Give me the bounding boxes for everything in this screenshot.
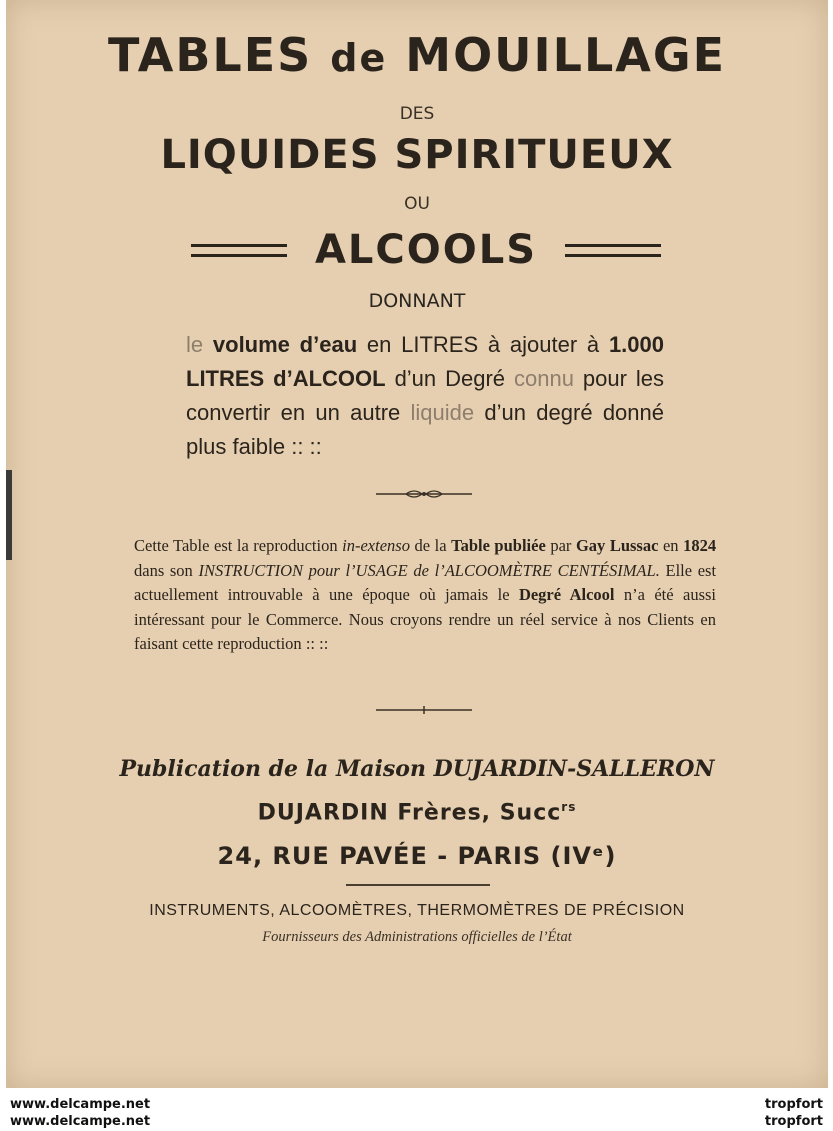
gay-lussac-paragraph (134, 534, 716, 657)
text: n’a été aussi intéressant pour le Commerce. Nous croyons rendre un réel service à nos Clients en faisant cette reproduction (134, 585, 716, 653)
title-des: DES (399, 104, 435, 124)
small-divider (376, 704, 472, 716)
text: :: :: (291, 434, 322, 459)
text: Cette Table est la reproduction (134, 536, 338, 555)
description-paragraph (186, 328, 664, 464)
text-faded: le (186, 332, 204, 357)
divider-rule (346, 884, 490, 886)
donnant-label: DONNANT (368, 290, 466, 312)
title-word-tables: TABLES (107, 28, 313, 82)
address-line: 24, RUE PAVÉE - PARIS (IVᵉ) (217, 842, 617, 870)
watermark-left: www.delcampe.net (10, 1114, 151, 1129)
title-line-3-row (176, 222, 676, 278)
instruments-line: INSTRUMENTS, ALCOOMÈTRES, THERMOMÈTRES DE PRÉCISION (149, 902, 685, 919)
title-word-de: de (330, 36, 388, 80)
binding-edge (6, 470, 12, 560)
double-rule-right (565, 244, 661, 257)
watermark-right: tropfort (764, 1097, 823, 1112)
text-bold: Table publiée (451, 536, 546, 555)
text: en (662, 536, 679, 555)
text: par (550, 536, 572, 555)
text: d’un degré donné plus faible (186, 400, 664, 459)
ornament-divider (376, 486, 472, 502)
title-line-3: ALCOOLS (314, 227, 538, 273)
text-faded: liquide (410, 400, 475, 425)
text-bold: 1824 (683, 536, 717, 555)
successors-sup: rs (561, 800, 577, 814)
text-bold: volume d’eau (212, 332, 358, 357)
text: dans son (134, 560, 193, 580)
text: Elle est actuellement introuvable à une époque où jamais le (134, 560, 717, 604)
text-bold: Gay Lussac (575, 536, 659, 555)
successors-text: DUJARDIN Frères, Succ (257, 800, 562, 826)
double-rule-left (191, 244, 287, 257)
title-word-mouillage: MOUILLAGE (405, 28, 727, 82)
text-italic: INSTRUCTION pour l’USAGE de l’ALCOOMÈTRE CENTÉSIMAL. (198, 560, 660, 580)
document-page (6, 0, 828, 1088)
text: en LITRES à ajouter à (366, 332, 600, 357)
title-ou: OU (404, 194, 430, 214)
text: pour les convertir en un autre (186, 366, 664, 425)
text-italic: in-extenso (342, 536, 410, 555)
watermark-left: www.delcampe.net (10, 1097, 151, 1112)
text: de la (414, 536, 447, 555)
title-line-1 (6, 28, 828, 82)
publisher-line: Publication de la Maison DUJARDIN-SALLERON (119, 756, 715, 782)
text-bold: Degré Alcool (518, 585, 615, 604)
text-bold: 1.000 LITRES d’ALCOOL (186, 332, 664, 391)
text: d’un Degré (394, 366, 506, 391)
suppliers-line: Fournisseurs des Administrations officielles de l’État (262, 929, 572, 945)
successors-line (6, 800, 828, 825)
text: :: :: (305, 634, 329, 653)
text-faded: connu (513, 366, 574, 391)
watermark-right: tropfort (764, 1114, 823, 1129)
title-line-2: LIQUIDES SPIRITUEUX (160, 132, 674, 178)
